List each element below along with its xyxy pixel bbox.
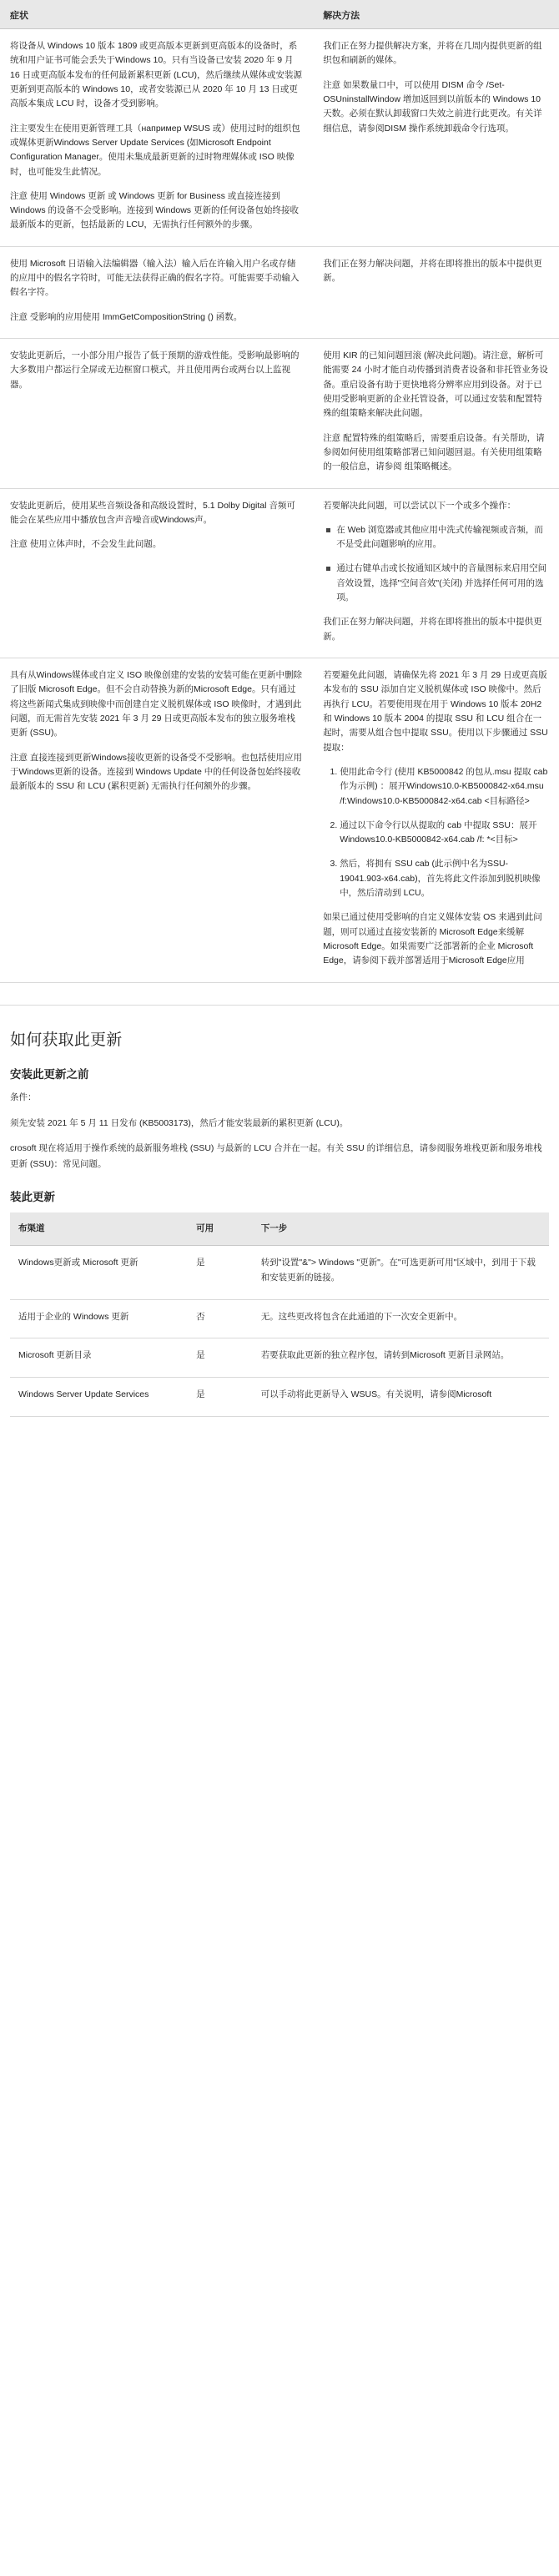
workaround-paragraph: 注意 如果数量口中，可以使用 DISM 命令 /Set-OSUninstallWindow 增加返回到以前版本的 Windows 10 天数。必须在默认卸载窗口失效之前进行此更改。有关详细信息，请参阅DISM 操作系统卸载命令行选项。 xyxy=(323,79,542,134)
symptom-cell xyxy=(0,29,313,247)
list-item: 1. 使用此命令行 (使用 KB5000842 的包从.msu 提取 cab 作为示例) ：展开Windows10.0-KB5000842-x64.msu /f:Windows10.0-KB5000842-x64.cab <目标路径> xyxy=(340,765,549,809)
table-row xyxy=(0,246,559,338)
workaround-tail: 如果已通过使用受影响的自定义媒体安装 OS 来遇到此问题，则可以通过直接安装新的 Microsoft Edge来缓解Microsoft Edge。如果需要广泛部署新的企业 Microsoft Edge，请参阅下载并部署适用于Microsoft Edge应用 xyxy=(323,912,542,966)
channel-next-step: 无。这些更改将包含在此通道的下一次安全更新中。 xyxy=(253,1299,549,1338)
symptom-cell xyxy=(0,658,313,983)
workaround-paragraph: 我们正在努力解决问题，并将在即将推出的版本中提供更新。 xyxy=(323,617,542,642)
page-title: 如何获取此更新 xyxy=(10,1031,123,1049)
channel-next-step: 可以手动将此更新导入 WSUS。有关说明，请参阅Microsoft xyxy=(253,1378,549,1417)
symptom-paragraph: 安装此更新后，一小部分用户报告了低于预期的游戏性能。受影响最影响的大多数用户都运行全屏或无边框窗口模式，并且使用两台或两台以上监视器。 xyxy=(10,350,300,390)
column-header-channel: 布渠道 xyxy=(10,1212,188,1245)
symptom-paragraph: 注意 使用 Windows 更新 或 Windows 更新 for Business 或直接连接到 Windows 的设备不会受影响。连接到 Windows 更新的任何设备包始终接收最新版本的更新，包括最新的 LCU，无需执行任何额外的步骤。 xyxy=(10,190,299,230)
prerequisite-paragraph: crosoft 现在将适用于操作系统的最新服务堆栈 (SSU) 与最新的 LCU 合并在一起。有关 SSU 的详细信息，请参阅服务堆栈更新和服务堆栈更新 (SSU)：常见问题。 xyxy=(10,1143,542,1170)
table-row xyxy=(0,488,559,658)
symptom-paragraph: 注主要发生在使用更新管理工具（например WSUS 或）使用过时的组织包或媒体更新Windows Server Update Services (如Microsoft Endpoint Configuration Manager。使用未集成最新更新的过时物理媒体或 ISO 映像时，也可能发生此情况。 xyxy=(10,123,300,177)
table-row xyxy=(10,1299,549,1338)
workaround-cell xyxy=(313,246,559,338)
table-row xyxy=(10,1338,549,1378)
workaround-paragraph: 我们正在努力解决问题，并将在即将推出的版本中提供更新。 xyxy=(323,258,542,284)
list-item: 3. 然后，将拥有 SSU cab (此示例中名为SSU-19041.903-x64.cab)，首先将此文件添加到脱机映像中，然后清动到 LCU。 xyxy=(340,857,549,900)
symptom-cell xyxy=(0,488,313,658)
symptom-paragraph: 注意 使用立体声时，不会发生此问题。 xyxy=(10,539,162,550)
channel-next-step: 若要获取此更新的独立程序包，请转到Microsoft 更新目录网站。 xyxy=(253,1338,549,1378)
column-header-available: 可用 xyxy=(188,1212,253,1245)
list-item: 在 Web 浏览器或其他应用中洗式传输视频或音频，而不是受此问题影响的应用。 xyxy=(336,523,549,552)
prerequisite-label: 条件： xyxy=(10,1091,37,1102)
table-row xyxy=(0,29,559,247)
channel-name: Microsoft 更新目录 xyxy=(10,1338,188,1378)
symptom-cell xyxy=(0,339,313,489)
workaround-cell xyxy=(313,658,559,983)
channel-name: Windows Server Update Services xyxy=(10,1378,188,1417)
channel-available: 否 xyxy=(188,1299,253,1338)
symptom-paragraph: 安装此更新后，使用某些音频设备和高级设置时，5.1 Dolby Digital 音频可能会在某些应用中播放包含声音噪音或Windows声。 xyxy=(10,500,295,525)
workaround-cell xyxy=(313,488,559,658)
table-row xyxy=(0,339,559,489)
channel-name: 适用于企业的 Windows 更新 xyxy=(10,1299,188,1338)
how-to-get-section xyxy=(0,1027,559,1417)
section-divider xyxy=(0,1005,559,1006)
workaround-paragraph: 我们正在努力提供解决方案，并将在几周内提供更新的组织包和刷新的媒体。 xyxy=(323,41,542,66)
channel-next-step: 转到"设置"&"> Windows "更新"。在"可选更新可用"区域中，到用于下载和安装更新的链接。 xyxy=(253,1245,549,1299)
workaround-cell xyxy=(313,339,559,489)
list-item: 2. 通过以下命令行以从提取的 cab 中提取 SSU：展开 Windows10.0-KB5000842-x64.cab /f: *<目标> xyxy=(340,819,549,848)
symptom-paragraph: 注意 直接连接到更新Windows接收更新的设备受不受影响。也包括使用应用于Windows更新的设备。连接到 Windows Update 中的任何设备包始终接收最新版本的 SSU 和 LCU (累积更新) 无需执行任何额外的步骤。 xyxy=(10,752,303,792)
column-header-next-step: 下一步 xyxy=(253,1212,549,1245)
symptom-cell xyxy=(0,246,313,338)
table-row xyxy=(10,1245,549,1299)
channel-available: 是 xyxy=(188,1338,253,1378)
column-header-symptom: 症状 xyxy=(0,0,313,29)
release-channel-table xyxy=(10,1212,549,1417)
symptom-paragraph: 将设备从 Windows 10 版本 1809 或更高版本更新到更高版本的设备时，系统和用户证书可能会丢失于Windows 10。只有当设备已安装 2020 年 9 月 16 日或更高版本发布的任何最新累积更新 (LCU)，然后继续从媒体或安装源更新到更高版本的 Windows 10，或者安装源已从 2020 年 10 月 13 日或更高版本集成 LCU 时，设备才受到影响。 xyxy=(10,41,303,109)
workaround-intro: 若要避免此问题，请确保先将 2021 年 3 月 29 日或更高版本发布的 SSU 添加自定义脱机媒体或 ISO 映像中。然后再执行 LCU。若要使用现在用于 Windows 10 版本 20H2 和 Windows 10 版本 2004 的提取 SSU 和 LCU 组合在一起时，需要从组合包中提取 SSU。使用以下步骤通过 SSU 提取： xyxy=(323,670,548,753)
table-header-row xyxy=(10,1212,549,1245)
symptom-paragraph: 注意 受影响的应用使用 ImmGetCompositionString () 函数。 xyxy=(10,311,243,322)
channel-name: Windows更新或 Microsoft 更新 xyxy=(10,1245,188,1299)
workaround-bullet-list xyxy=(323,523,549,606)
table-row xyxy=(10,1378,549,1417)
symptom-paragraph: 使用 Microsoft 日语输入法编辑器（输入法）输入后在许输入用户名或存储的应用中的假名字符时，可能无法获得正确的假名字符。可能需要手动输入假名字符。 xyxy=(10,258,300,298)
workaround-cell xyxy=(313,29,559,247)
install-update-heading: 装此更新 xyxy=(10,1191,55,1204)
channel-available: 是 xyxy=(188,1378,253,1417)
prerequisite-paragraph: 须先安装 2021 年 5 月 11 日发布 (KB5003173)，然后才能安装最新的累积更新 (LCU)。 xyxy=(10,1117,349,1128)
column-header-workaround: 解决方法 xyxy=(313,0,559,29)
workaround-paragraph: 注意 配置特殊的组策略后，需要重启设备。有关帮助，请参阅如何使用组策略部署已知问题回退。有关使用组策略的一般信息，请参阅 组策略概述。 xyxy=(323,432,545,472)
list-item: 通过右键单击或长按通知区域中的音量图标来启用空间音效设置，选择"空间音效"(关闭) 并选择任何可用的选项。 xyxy=(336,562,549,605)
symptom-paragraph: 具有从Windows媒体或自定义 ISO 映像创建的安装的安装可能在更新中删除了旧版 Microsoft Edge。但不会自动替换为新的Microsoft Edge。只有通过将这些新闻式集成到映像中而创建自定义脱机媒体或 ISO 映像时，才遇到此问题，而无需首先安装 2021 年 3 月 29 日或更高版本发布的独立服务堆栈更新 (SSU)。 xyxy=(10,670,303,739)
workaround-intro: 若要解决此问题，可以尝试以下一个或多个操作： xyxy=(323,500,516,511)
workaround-step-list xyxy=(323,765,549,901)
before-install-heading: 安装此更新之前 xyxy=(10,1067,89,1081)
table-header-row xyxy=(0,0,559,29)
known-issues-table xyxy=(0,0,559,983)
workaround-paragraph: 使用 KIR 的已知问题回滚 (解决此问题)。请注意，解析可能需要 24 小时才能自动传播到消费者设备和非托管业务设备。重启设备有助于更快地将分辨率应用到设备。对于已使用受影响更新的企业托管设备，可以通过安装和配置特殊的组策略来解决此问题。 xyxy=(323,350,548,419)
channel-available: 是 xyxy=(188,1245,253,1299)
table-row xyxy=(0,658,559,983)
